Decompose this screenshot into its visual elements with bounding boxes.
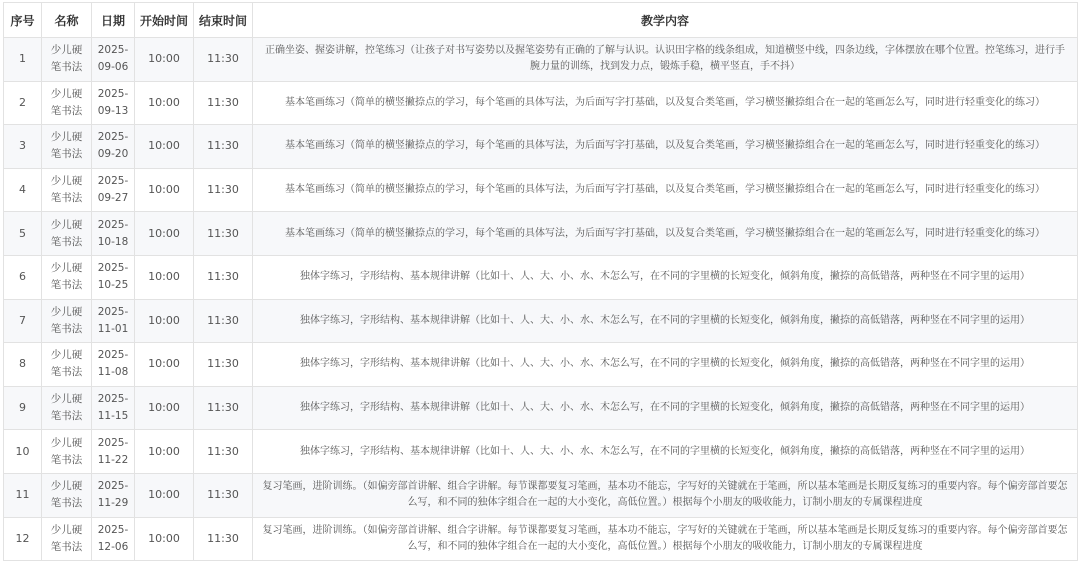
table-row	[4, 168, 1078, 212]
row-teaching-content: 基本笔画练习（简单的横竖撇捺点的学习，每个笔画的具体写法，为后面写字打基础，以及复合类笔画，学习横竖撇捺组合在一起的笔画怎么写，同时进行轻重变化的练习）	[253, 168, 1078, 212]
row-start-time: 10:00	[135, 299, 194, 343]
date-line: 11-29	[97, 497, 129, 510]
row-course-name	[42, 81, 92, 125]
row-date	[92, 517, 135, 561]
course-name-line: 笔书法	[50, 366, 83, 379]
course-name-line: 笔书法	[50, 497, 83, 510]
schedule-table-container	[3, 2, 1077, 561]
row-teaching-content: 独体字练习，字形结构、基本规律讲解（比如十、人、大、小、水、木怎么写，在不同的字里横的长短变化，倾斜角度，撇捺的高低错落，两种竖在不同字里的运用）	[253, 299, 1078, 343]
table-row	[4, 38, 1078, 82]
row-start-time: 10:00	[135, 343, 194, 387]
date-line: 2025-	[97, 262, 129, 275]
date-line: 10-18	[97, 235, 129, 248]
course-name-line: 笔书法	[50, 410, 83, 423]
course-name-line: 少儿硬	[50, 175, 83, 188]
row-date	[92, 343, 135, 387]
row-course-name	[42, 125, 92, 169]
course-name-line: 笔书法	[50, 540, 83, 553]
course-name-line: 少儿硬	[50, 393, 83, 406]
row-course-name	[42, 212, 92, 256]
date-line: 11-15	[97, 410, 129, 423]
row-teaching-content: 独体字练习，字形结构、基本规律讲解（比如十、人、大、小、水、木怎么写，在不同的字里横的长短变化，倾斜角度，撇捺的高低错落，两种竖在不同字里的运用）	[253, 430, 1078, 474]
row-end-time: 11:30	[194, 168, 253, 212]
row-teaching-content: 基本笔画练习（简单的横竖撇捺点的学习，每个笔画的具体写法，为后面写字打基础，以及复合类笔画，学习横竖撇捺组合在一起的笔画怎么写，同时进行轻重变化的练习）	[253, 212, 1078, 256]
row-course-name	[42, 517, 92, 561]
row-start-time: 10:00	[135, 430, 194, 474]
course-name-line: 少儿硬	[50, 305, 83, 318]
date-line: 09-13	[97, 104, 129, 117]
date-line: 2025-	[97, 218, 129, 231]
date-line: 2025-	[97, 523, 129, 536]
row-start-time: 10:00	[135, 517, 194, 561]
row-index: 4	[4, 168, 42, 212]
date-line: 2025-	[97, 393, 129, 406]
header-name: 名称	[42, 3, 92, 38]
row-teaching-content: 基本笔画练习（简单的横竖撇捺点的学习，每个笔画的具体写法，为后面写字打基础，以及复合类笔画，学习横竖撇捺组合在一起的笔画怎么写，同时进行轻重变化的练习）	[253, 81, 1078, 125]
row-start-time: 10:00	[135, 212, 194, 256]
course-name-line: 笔书法	[50, 148, 83, 161]
row-index: 11	[4, 473, 42, 517]
row-index: 2	[4, 81, 42, 125]
table-row	[4, 125, 1078, 169]
course-name-line: 少儿硬	[50, 131, 83, 144]
row-index: 10	[4, 430, 42, 474]
course-name-line: 笔书法	[50, 279, 83, 292]
course-name-line: 笔书法	[50, 235, 83, 248]
date-line: 11-22	[97, 453, 129, 466]
course-name-line: 少儿硬	[50, 349, 83, 362]
row-start-time: 10:00	[135, 81, 194, 125]
date-line: 2025-	[97, 175, 129, 188]
row-course-name	[42, 430, 92, 474]
header-teaching-content: 教学内容	[253, 3, 1078, 38]
header-end-time: 结束时间	[194, 3, 253, 38]
table-row	[4, 517, 1078, 561]
row-start-time: 10:00	[135, 125, 194, 169]
row-teaching-content: 独体字练习，字形结构、基本规律讲解（比如十、人、大、小、水、木怎么写，在不同的字里横的长短变化，倾斜角度，撇捺的高低错落，两种竖在不同字里的运用）	[253, 343, 1078, 387]
row-teaching-content: 复习笔画，进阶训练。（如偏旁部首讲解、组合字讲解。每节课都要复习笔画，基本功不能忘，字写好的关键就在于笔画，所以基本笔画是长期反复练习的重要内容。每个偏旁部首要怎么写，和不同的独体字组合在一起的大小变化，高低位置。）根据每个小朋友的吸收能力，订制小朋友的专属课程进度	[253, 517, 1078, 561]
course-name-line: 笔书法	[50, 322, 83, 335]
date-line: 10-25	[97, 279, 129, 292]
row-date	[92, 81, 135, 125]
row-date	[92, 473, 135, 517]
date-line: 11-01	[97, 322, 129, 335]
course-name-line: 少儿硬	[50, 523, 83, 536]
table-body	[4, 38, 1078, 561]
row-start-time: 10:00	[135, 386, 194, 430]
course-name-line: 少儿硬	[50, 87, 83, 100]
row-end-time: 11:30	[194, 125, 253, 169]
row-date	[92, 255, 135, 299]
course-name-line: 笔书法	[50, 61, 83, 74]
date-line: 11-08	[97, 366, 129, 379]
row-end-time: 11:30	[194, 81, 253, 125]
row-index: 5	[4, 212, 42, 256]
row-index: 9	[4, 386, 42, 430]
table-row	[4, 255, 1078, 299]
date-line: 2025-	[97, 480, 129, 493]
header-date: 日期	[92, 3, 135, 38]
header-index: 序号	[4, 3, 42, 38]
row-teaching-content: 正确坐姿、握姿讲解，控笔练习（让孩子对书写姿势以及握笔姿势有正确的了解与认识。认识田字格的线条组成，知道横竖中线，四条边线，字体摆放在哪个位置。控笔练习，进行手腕力量的训练，找到发力点，锻炼手稳，横平竖直，手不抖）	[253, 38, 1078, 82]
row-teaching-content: 复习笔画，进阶训练。（如偏旁部首讲解、组合字讲解。每节课都要复习笔画，基本功不能忘，字写好的关键就在于笔画，所以基本笔画是长期反复练习的重要内容。每个偏旁部首要怎么写，和不同的独体字组合在一起的大小变化，高低位置。）根据每个小朋友的吸收能力，订制小朋友的专属课程进度	[253, 473, 1078, 517]
header-start-time: 开始时间	[135, 3, 194, 38]
table-row	[4, 430, 1078, 474]
row-teaching-content: 独体字练习，字形结构、基本规律讲解（比如十、人、大、小、水、木怎么写，在不同的字里横的长短变化，倾斜角度，撇捺的高低错落，两种竖在不同字里的运用）	[253, 255, 1078, 299]
table-header-row	[4, 3, 1078, 38]
row-index: 7	[4, 299, 42, 343]
date-line: 2025-	[97, 305, 129, 318]
date-line: 2025-	[97, 131, 129, 144]
date-line: 12-06	[97, 540, 129, 553]
date-line: 2025-	[97, 436, 129, 449]
row-course-name	[42, 473, 92, 517]
table-row	[4, 81, 1078, 125]
row-start-time: 10:00	[135, 168, 194, 212]
row-index: 8	[4, 343, 42, 387]
table-row	[4, 212, 1078, 256]
row-end-time: 11:30	[194, 255, 253, 299]
course-name-line: 少儿硬	[50, 436, 83, 449]
table-row	[4, 386, 1078, 430]
table-row	[4, 473, 1078, 517]
row-index: 3	[4, 125, 42, 169]
row-course-name	[42, 299, 92, 343]
course-name-line: 笔书法	[50, 453, 83, 466]
row-date	[92, 299, 135, 343]
row-end-time: 11:30	[194, 38, 253, 82]
course-name-line: 笔书法	[50, 192, 83, 205]
course-name-line: 少儿硬	[50, 44, 83, 57]
row-date	[92, 212, 135, 256]
row-date	[92, 168, 135, 212]
course-name-line: 少儿硬	[50, 480, 83, 493]
date-line: 09-27	[97, 192, 129, 205]
row-course-name	[42, 343, 92, 387]
row-end-time: 11:30	[194, 430, 253, 474]
date-line: 2025-	[97, 44, 129, 57]
row-start-time: 10:00	[135, 255, 194, 299]
row-end-time: 11:30	[194, 473, 253, 517]
row-date	[92, 386, 135, 430]
row-date	[92, 38, 135, 82]
row-course-name	[42, 255, 92, 299]
course-schedule-table	[3, 2, 1078, 561]
row-course-name	[42, 168, 92, 212]
row-date	[92, 430, 135, 474]
row-index: 1	[4, 38, 42, 82]
date-line: 2025-	[97, 87, 129, 100]
row-teaching-content: 基本笔画练习（简单的横竖撇捺点的学习，每个笔画的具体写法，为后面写字打基础，以及复合类笔画，学习横竖撇捺组合在一起的笔画怎么写，同时进行轻重变化的练习）	[253, 125, 1078, 169]
row-index: 12	[4, 517, 42, 561]
course-name-line: 少儿硬	[50, 218, 83, 231]
course-name-line: 少儿硬	[50, 262, 83, 275]
row-start-time: 10:00	[135, 38, 194, 82]
course-name-line: 笔书法	[50, 104, 83, 117]
row-start-time: 10:00	[135, 473, 194, 517]
row-course-name	[42, 38, 92, 82]
row-end-time: 11:30	[194, 343, 253, 387]
row-end-time: 11:30	[194, 517, 253, 561]
row-course-name	[42, 386, 92, 430]
row-date	[92, 125, 135, 169]
date-line: 2025-	[97, 349, 129, 362]
table-row	[4, 299, 1078, 343]
date-line: 09-06	[97, 61, 129, 74]
row-index: 6	[4, 255, 42, 299]
date-line: 09-20	[97, 148, 129, 161]
row-teaching-content: 独体字练习，字形结构、基本规律讲解（比如十、人、大、小、水、木怎么写，在不同的字里横的长短变化，倾斜角度，撇捺的高低错落，两种竖在不同字里的运用）	[253, 386, 1078, 430]
row-end-time: 11:30	[194, 299, 253, 343]
table-row	[4, 343, 1078, 387]
row-end-time: 11:30	[194, 386, 253, 430]
row-end-time: 11:30	[194, 212, 253, 256]
